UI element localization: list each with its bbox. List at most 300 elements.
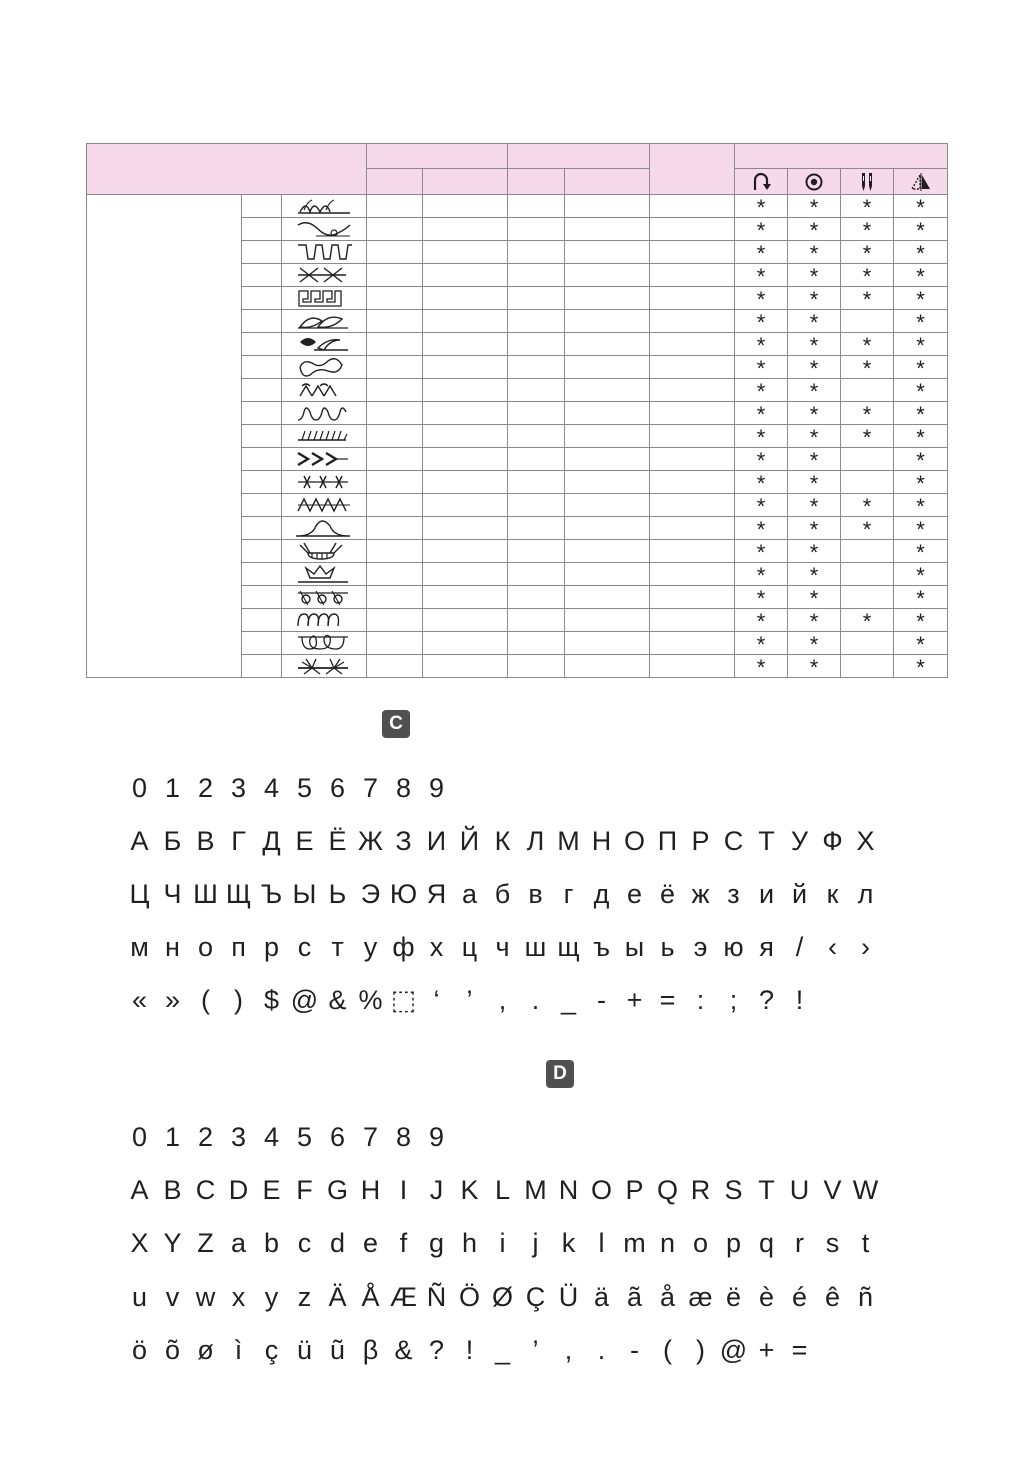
- setting-value-cell: [423, 333, 508, 356]
- mirror-mark-cell: [894, 632, 948, 655]
- lock-mark: *: [809, 379, 819, 404]
- reverse-mark: *: [756, 310, 766, 335]
- setting-value-cell: [367, 356, 423, 379]
- setting-value-cell: [508, 264, 565, 287]
- mirror-mark: *: [916, 241, 925, 266]
- character-glyph: @: [290, 985, 319, 1015]
- setting-value-cell: [367, 195, 423, 218]
- character-glyph: 3: [230, 1122, 247, 1152]
- zigzag-cross-pattern-icon: [296, 495, 352, 515]
- character-glyph: ë: [725, 1282, 742, 1312]
- section-d-line-5: [123, 1330, 816, 1370]
- character-glyph: ‘: [433, 985, 440, 1015]
- setting-value-cell: [650, 494, 735, 517]
- character-glyph: .: [597, 1335, 606, 1365]
- setting-value-cell: [565, 586, 650, 609]
- mirror-mark-cell: [894, 563, 948, 586]
- character-glyph: с: [297, 932, 312, 962]
- mirror-mark: *: [916, 287, 925, 312]
- setting-value-cell: [650, 333, 735, 356]
- setting-value-cell: [565, 632, 650, 655]
- setting-value-cell: [565, 540, 650, 563]
- mirror-mark-cell: [894, 287, 948, 310]
- lock-mark-cell: [788, 632, 841, 655]
- character-glyph: _: [494, 1335, 511, 1365]
- character-glyph: Y: [163, 1228, 182, 1258]
- twin-needle-mark: *: [862, 264, 872, 289]
- setting-value-cell: [508, 563, 565, 586]
- character-glyph: Ø: [491, 1282, 513, 1312]
- character-glyph: X: [130, 1228, 149, 1258]
- section-c-badge: C: [382, 710, 410, 738]
- pattern-image-cell: [282, 379, 367, 402]
- setting-value-cell: [650, 517, 735, 540]
- character-glyph: 0: [131, 1122, 148, 1152]
- setting-value-cell: [508, 471, 565, 494]
- mirror-mark: *: [916, 425, 925, 450]
- character-glyph: @: [719, 1335, 748, 1365]
- character-glyph: C: [195, 1175, 216, 1205]
- character-glyph: -: [597, 985, 606, 1015]
- character-glyph: -: [630, 1335, 639, 1365]
- character-glyph: К: [494, 826, 511, 856]
- pattern-number-cell: [242, 195, 282, 218]
- setting-value-cell: [650, 402, 735, 425]
- character-glyph: ;: [729, 985, 738, 1015]
- setting-value-cell: [508, 609, 565, 632]
- character-glyph: +: [758, 1335, 775, 1365]
- pattern-image-cell: [282, 310, 367, 333]
- character-glyph: ê: [824, 1282, 841, 1312]
- mirror-mark: *: [916, 310, 925, 335]
- character-glyph: ): [234, 985, 243, 1015]
- setting-value-cell: [565, 264, 650, 287]
- reverse-mark: *: [756, 586, 766, 611]
- character-glyph: 5: [296, 1122, 313, 1152]
- character-glyph: ã: [626, 1282, 643, 1312]
- character-glyph: у: [363, 932, 378, 962]
- setting-value-cell: [650, 425, 735, 448]
- setting-value-cell: [508, 356, 565, 379]
- mirror-mark-cell: [894, 333, 948, 356]
- table-header-cell: [367, 144, 508, 169]
- setting-value-cell: [650, 287, 735, 310]
- character-glyph: E: [262, 1175, 281, 1205]
- character-glyph: ñ: [857, 1282, 874, 1312]
- mirror-mark: *: [916, 609, 925, 634]
- character-glyph: :: [696, 985, 705, 1015]
- pattern-image-cell: [282, 241, 367, 264]
- mirror-mark: *: [916, 333, 925, 358]
- character-glyph: Æ: [390, 1282, 417, 1312]
- pattern-image-cell: [282, 471, 367, 494]
- character-glyph: Й: [459, 826, 480, 856]
- character-glyph: д: [593, 879, 610, 909]
- pattern-image-cell: [282, 425, 367, 448]
- twin-needle-mark: *: [862, 494, 872, 519]
- character-glyph: β: [362, 1335, 379, 1365]
- twin-needle-mark: *: [862, 425, 872, 450]
- section-c-line-5: [123, 980, 816, 1020]
- character-glyph: (: [201, 985, 210, 1015]
- setting-value-cell: [423, 379, 508, 402]
- lock-mark: *: [809, 494, 819, 519]
- reverse-mark: *: [756, 448, 766, 473]
- mirror-mark-cell: [894, 402, 948, 425]
- setting-value-cell: [650, 471, 735, 494]
- character-glyph: V: [823, 1175, 842, 1205]
- lock-mark: *: [809, 218, 819, 243]
- character-glyph: a: [230, 1228, 247, 1258]
- character-glyph: ?: [428, 1335, 445, 1365]
- section-d-line-2: [123, 1170, 882, 1210]
- table-header-cell: [565, 169, 650, 195]
- setting-value-cell: [565, 333, 650, 356]
- setting-value-cell: [423, 632, 508, 655]
- fish-pattern-icon: [296, 334, 352, 354]
- section-d-badge: D: [546, 1060, 574, 1088]
- character-glyph: Л: [526, 826, 545, 856]
- twin-needle-mark-cell: [841, 655, 894, 678]
- character-glyph: ж: [691, 879, 710, 909]
- setting-value-cell: [423, 402, 508, 425]
- character-glyph: Х: [856, 826, 875, 856]
- character-glyph: 0: [131, 773, 148, 803]
- setting-value-cell: [367, 264, 423, 287]
- character-glyph: M: [524, 1175, 547, 1205]
- setting-value-cell: [367, 563, 423, 586]
- lock-mark: *: [809, 448, 819, 473]
- character-glyph: «: [131, 985, 148, 1015]
- mirror-mark-cell: [894, 471, 948, 494]
- lock-mark: *: [809, 287, 819, 312]
- reverse-mark-cell: [735, 402, 788, 425]
- character-glyph: х: [429, 932, 444, 962]
- character-glyph: t: [861, 1228, 870, 1258]
- character-glyph: Ñ: [426, 1282, 447, 1312]
- character-glyph: ё: [659, 879, 676, 909]
- pattern-image-cell: [282, 287, 367, 310]
- character-glyph: п: [231, 932, 246, 962]
- character-glyph: N: [558, 1175, 579, 1205]
- stitch-table: [86, 143, 947, 680]
- mirror-mark-cell: [894, 195, 948, 218]
- pattern-number-cell: [242, 356, 282, 379]
- reverse-mark: *: [756, 609, 766, 634]
- lock-mark: *: [809, 540, 819, 565]
- lock-mark: *: [809, 517, 819, 542]
- setting-value-cell: [367, 471, 423, 494]
- character-glyph: 8: [395, 773, 412, 803]
- reverse-mark-cell: [735, 586, 788, 609]
- character-glyph: é: [791, 1282, 808, 1312]
- character-glyph: ы: [624, 932, 645, 962]
- bell-curve-pattern-icon: [296, 518, 352, 538]
- mirror-mark-cell: [894, 609, 948, 632]
- setting-value-cell: [508, 540, 565, 563]
- character-glyph: Г: [231, 826, 246, 856]
- character-glyph: ’: [466, 985, 473, 1015]
- setting-value-cell: [367, 310, 423, 333]
- setting-value-cell: [650, 609, 735, 632]
- lock-mark: *: [809, 632, 819, 657]
- character-glyph: б: [494, 879, 511, 909]
- character-glyph: !: [465, 1335, 474, 1365]
- mirror-image-icon: [908, 171, 934, 193]
- twin-needle-mark-cell: [841, 471, 894, 494]
- section-d-line-4: [123, 1277, 882, 1317]
- lock-mark-cell: [788, 609, 841, 632]
- character-glyph: 2: [197, 1122, 214, 1152]
- mirror-mark: *: [916, 632, 925, 657]
- wave-loop-pattern-icon: [296, 219, 352, 239]
- setting-value-cell: [423, 264, 508, 287]
- lock-mark: *: [809, 655, 819, 680]
- character-glyph: Ä: [328, 1282, 347, 1312]
- character-glyph: Н: [591, 826, 612, 856]
- character-glyph: Щ: [225, 879, 252, 909]
- character-glyph: и: [758, 879, 775, 909]
- setting-value-cell: [423, 425, 508, 448]
- character-glyph: щ: [557, 932, 580, 962]
- character-glyph: г: [563, 879, 574, 909]
- reverse-mark: *: [756, 494, 766, 519]
- character-glyph: j: [532, 1228, 539, 1258]
- reverse-mark-cell: [735, 356, 788, 379]
- character-glyph: &: [394, 1335, 413, 1365]
- character-glyph: f: [399, 1228, 408, 1258]
- mirror-mark: *: [916, 264, 925, 289]
- character-glyph: О: [623, 826, 645, 856]
- reverse-mark-cell: [735, 609, 788, 632]
- character-glyph: »: [164, 985, 181, 1015]
- reverse-mark: *: [756, 632, 766, 657]
- lock-mark: *: [809, 333, 819, 358]
- setting-value-cell: [423, 356, 508, 379]
- character-glyph: õ: [164, 1335, 181, 1365]
- character-glyph: _: [560, 985, 577, 1015]
- setting-value-cell: [565, 287, 650, 310]
- character-glyph: Е: [295, 826, 314, 856]
- lock-mark-cell: [788, 402, 841, 425]
- reverse-mark-cell: [735, 218, 788, 241]
- setting-value-cell: [508, 655, 565, 678]
- character-glyph: $: [263, 985, 280, 1015]
- mirror-mark-cell: [894, 379, 948, 402]
- lock-mark-cell: [788, 241, 841, 264]
- reverse-mark-cell: [735, 494, 788, 517]
- pattern-image-cell: [282, 494, 367, 517]
- pattern-number-cell: [242, 632, 282, 655]
- character-glyph: ?: [758, 985, 775, 1015]
- character-glyph: ç: [264, 1335, 279, 1365]
- character-glyph: Z: [197, 1228, 214, 1258]
- character-glyph: s: [825, 1228, 840, 1258]
- crown-pattern-icon: [296, 564, 352, 584]
- table-header-cell: [367, 169, 423, 195]
- character-glyph: ч: [495, 932, 510, 962]
- twin-needle-mark-cell: [841, 333, 894, 356]
- character-glyph: u: [131, 1282, 148, 1312]
- pattern-image-cell: [282, 586, 367, 609]
- pattern-number-cell: [242, 218, 282, 241]
- character-glyph: р: [263, 932, 280, 962]
- mirror-mark-cell: [894, 540, 948, 563]
- character-glyph: q: [758, 1228, 775, 1258]
- lock-mark-cell: [788, 494, 841, 517]
- square-wave-pattern-icon: [296, 242, 352, 262]
- pattern-number-cell: [242, 586, 282, 609]
- character-glyph: S: [724, 1175, 743, 1205]
- character-glyph: ⬚: [390, 985, 417, 1015]
- character-glyph: 4: [263, 773, 280, 803]
- pattern-image-cell: [282, 218, 367, 241]
- character-glyph: L: [494, 1175, 511, 1205]
- table-row: [87, 195, 948, 218]
- setting-value-cell: [508, 517, 565, 540]
- setting-value-cell: [508, 310, 565, 333]
- setting-value-cell: [367, 241, 423, 264]
- character-glyph: Ю: [389, 879, 418, 909]
- character-glyph: p: [725, 1228, 742, 1258]
- grass-pattern-icon: [296, 656, 352, 676]
- leaf-pattern-icon: [296, 196, 352, 216]
- mirror-mark: *: [916, 379, 925, 404]
- reverse-mark-cell: [735, 540, 788, 563]
- character-glyph: ö: [131, 1335, 148, 1365]
- character-glyph: ъ: [593, 932, 610, 962]
- character-glyph: w: [195, 1282, 216, 1312]
- character-glyph: r: [795, 1228, 804, 1258]
- pattern-number-cell: [242, 264, 282, 287]
- lock-mark: *: [809, 402, 819, 427]
- character-glyph: ‹: [828, 932, 837, 962]
- twin-needle-mark: *: [862, 218, 872, 243]
- table-header-cell: [508, 169, 565, 195]
- character-glyph: =: [791, 1335, 808, 1365]
- twin-needle-mark-cell: [841, 195, 894, 218]
- character-glyph: ю: [723, 932, 744, 962]
- setting-value-cell: [423, 609, 508, 632]
- setting-value-cell: [367, 586, 423, 609]
- reverse-mark: *: [756, 563, 766, 588]
- setting-value-cell: [508, 379, 565, 402]
- setting-value-cell: [423, 471, 508, 494]
- character-glyph: 1: [164, 773, 181, 803]
- mirror-mark: *: [916, 563, 925, 588]
- setting-value-cell: [650, 195, 735, 218]
- auto-lock-column-header: [788, 169, 841, 195]
- twin-needle-mark-cell: [841, 241, 894, 264]
- character-glyph: 8: [395, 1122, 412, 1152]
- reverse-mark: *: [756, 264, 766, 289]
- setting-value-cell: [565, 310, 650, 333]
- setting-value-cell: [423, 310, 508, 333]
- setting-value-cell: [423, 218, 508, 241]
- character-glyph: l: [598, 1228, 605, 1258]
- pattern-image-cell: [282, 333, 367, 356]
- character-glyph: э: [693, 932, 708, 962]
- pattern-number-cell: [242, 333, 282, 356]
- mirror-mark: *: [916, 448, 925, 473]
- setting-value-cell: [650, 264, 735, 287]
- setting-value-cell: [423, 287, 508, 310]
- mirror-mark-cell: [894, 356, 948, 379]
- character-glyph: 6: [329, 1122, 346, 1152]
- reverse-mark-cell: [735, 264, 788, 287]
- character-glyph: А: [130, 826, 149, 856]
- character-glyph: Ц: [129, 879, 150, 909]
- character-glyph: Т: [758, 826, 775, 856]
- character-glyph: /: [795, 932, 804, 962]
- character-glyph: ,: [498, 985, 507, 1015]
- character-glyph: о: [197, 932, 214, 962]
- reverse-stitch-icon: [750, 171, 772, 193]
- twin-needle-mark-cell: [841, 425, 894, 448]
- character-glyph: U: [789, 1175, 810, 1205]
- mirror-mark-cell: [894, 655, 948, 678]
- mirror-mark: *: [916, 471, 925, 496]
- setting-value-cell: [367, 218, 423, 241]
- character-glyph: P: [625, 1175, 644, 1205]
- character-glyph: G: [326, 1175, 348, 1205]
- character-glyph: k: [561, 1228, 576, 1258]
- lock-mark-cell: [788, 287, 841, 310]
- setting-value-cell: [565, 379, 650, 402]
- twin-needle-mark-cell: [841, 356, 894, 379]
- setting-value-cell: [367, 402, 423, 425]
- lock-mark: *: [809, 609, 819, 634]
- setting-value-cell: [423, 195, 508, 218]
- lock-mark: *: [809, 264, 819, 289]
- category-cell: [87, 195, 242, 678]
- setting-value-cell: [650, 632, 735, 655]
- character-glyph: O: [590, 1175, 612, 1205]
- reverse-mark: *: [756, 655, 766, 680]
- character-glyph: K: [460, 1175, 479, 1205]
- twin-needle-mark-cell: [841, 218, 894, 241]
- twin-needle-mark-cell: [841, 609, 894, 632]
- character-glyph: Ч: [163, 879, 182, 909]
- character-glyph: è: [758, 1282, 775, 1312]
- character-glyph: И: [426, 826, 447, 856]
- reverse-mark-cell: [735, 333, 788, 356]
- setting-value-cell: [650, 310, 735, 333]
- setting-value-cell: [423, 517, 508, 540]
- character-glyph: ): [696, 1335, 705, 1365]
- character-glyph: J: [429, 1175, 444, 1205]
- character-glyph: к: [826, 879, 839, 909]
- character-glyph: ф: [392, 932, 415, 962]
- mirror-mark-cell: [894, 586, 948, 609]
- feather-pattern-icon: [296, 426, 352, 446]
- setting-value-cell: [508, 448, 565, 471]
- setting-value-cell: [650, 241, 735, 264]
- lock-stitch-icon: [803, 171, 825, 193]
- setting-value-cell: [508, 218, 565, 241]
- character-glyph: W: [852, 1175, 879, 1205]
- mirror-mark: *: [916, 540, 925, 565]
- knot-pattern-icon: [296, 587, 352, 607]
- mirror-mark-cell: [894, 218, 948, 241]
- setting-value-cell: [565, 494, 650, 517]
- setting-value-cell: [508, 333, 565, 356]
- reverse-mark: *: [756, 471, 766, 496]
- character-glyph: в: [528, 879, 543, 909]
- character-glyph: Å: [361, 1282, 380, 1312]
- table-header-cell: [735, 144, 948, 169]
- character-glyph: y: [264, 1282, 279, 1312]
